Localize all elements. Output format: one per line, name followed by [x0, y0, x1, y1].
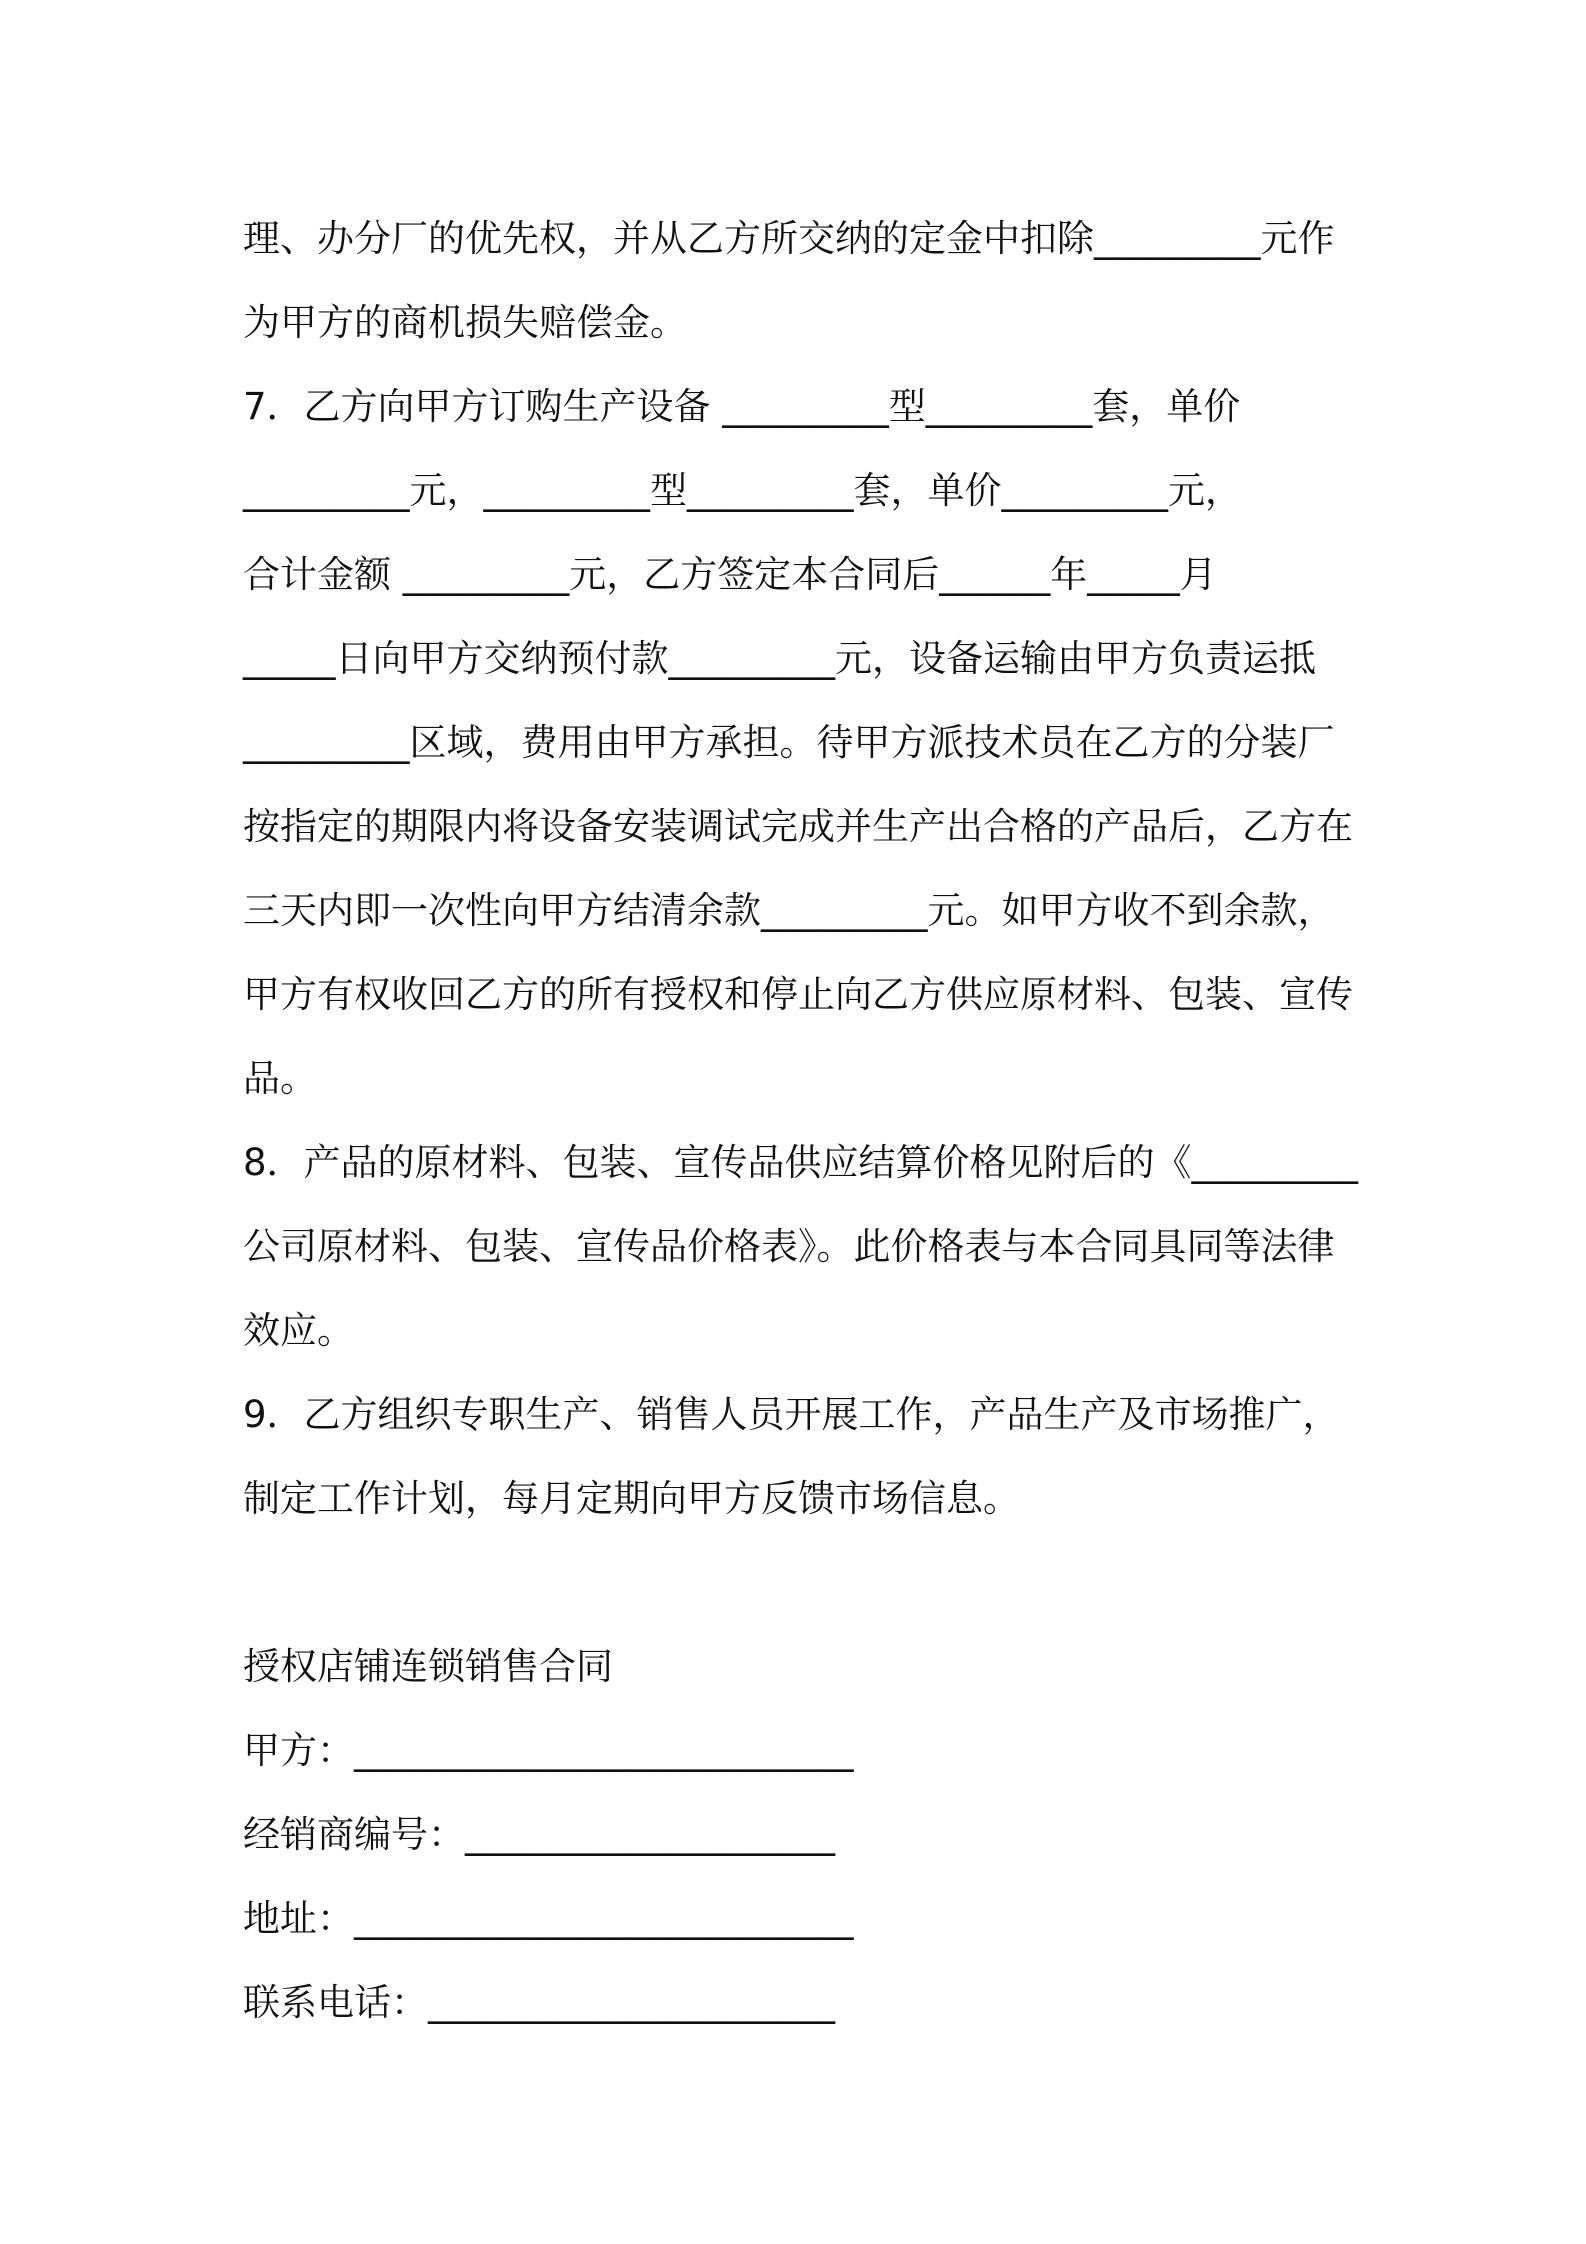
- text-line: _________元，_________型_________套，单价_________元，: [243, 469, 1242, 512]
- party-a-field: 甲方：___________________________: [243, 1729, 854, 1772]
- clause-7-line: 7．乙方向甲方订购生产设备 _________型_________套，单价: [243, 385, 1241, 428]
- clause-9-line: 9．乙方组织专职生产、销售人员开展工作，产品生产及市场推广，: [243, 1393, 1340, 1436]
- text-line: 理、办分厂的优先权，并从乙方所交纳的定金中扣除_________元作: [243, 217, 1335, 260]
- contract-clauses: [243, 197, 1358, 1541]
- contract-title: 授权店铺连锁销售合同: [243, 1645, 613, 1688]
- text-line: 品。: [243, 1057, 317, 1100]
- phone-field: 联系电话：______________________: [243, 1981, 835, 2024]
- section-gap: [243, 1541, 1358, 1625]
- text-line: 按指定的期限内将设备安装调试完成并生产出合格的产品后，乙方在: [243, 805, 1353, 848]
- text-line: 公司原材料、包装、宣传品价格表》。此价格表与本合同具同等法律: [243, 1225, 1335, 1268]
- clause-8-line: 8．产品的原材料、包装、宣传品供应结算价格见附后的《_________: [243, 1141, 1359, 1184]
- text-line: 效应。: [243, 1309, 354, 1352]
- text-line: 为甲方的商机损失赔偿金。: [243, 301, 687, 344]
- address-field: 地址：___________________________: [243, 1897, 854, 1940]
- text-line: _____日向甲方交纳预付款_________元，设备运输由甲方负责运抵: [243, 637, 1316, 680]
- text-line: 制定工作计划，每月定期向甲方反馈市场信息。: [243, 1477, 1020, 1520]
- text-line: 合计金额 _________元，乙方签定本合同后______年_____月: [243, 553, 1217, 596]
- text-line: _________区域，费用由甲方承担。待甲方派技术员在乙方的分装厂: [243, 721, 1335, 764]
- text-line: 三天内即一次性向甲方结清余款_________元。如甲方收不到余款，: [243, 889, 1335, 932]
- contract-header-block: [243, 1625, 1358, 2045]
- text-line: 甲方有权收回乙方的所有授权和停止向乙方供应原材料、包装、宣传: [243, 973, 1353, 1016]
- dealer-number-field: 经销商编号：____________________: [243, 1813, 835, 1856]
